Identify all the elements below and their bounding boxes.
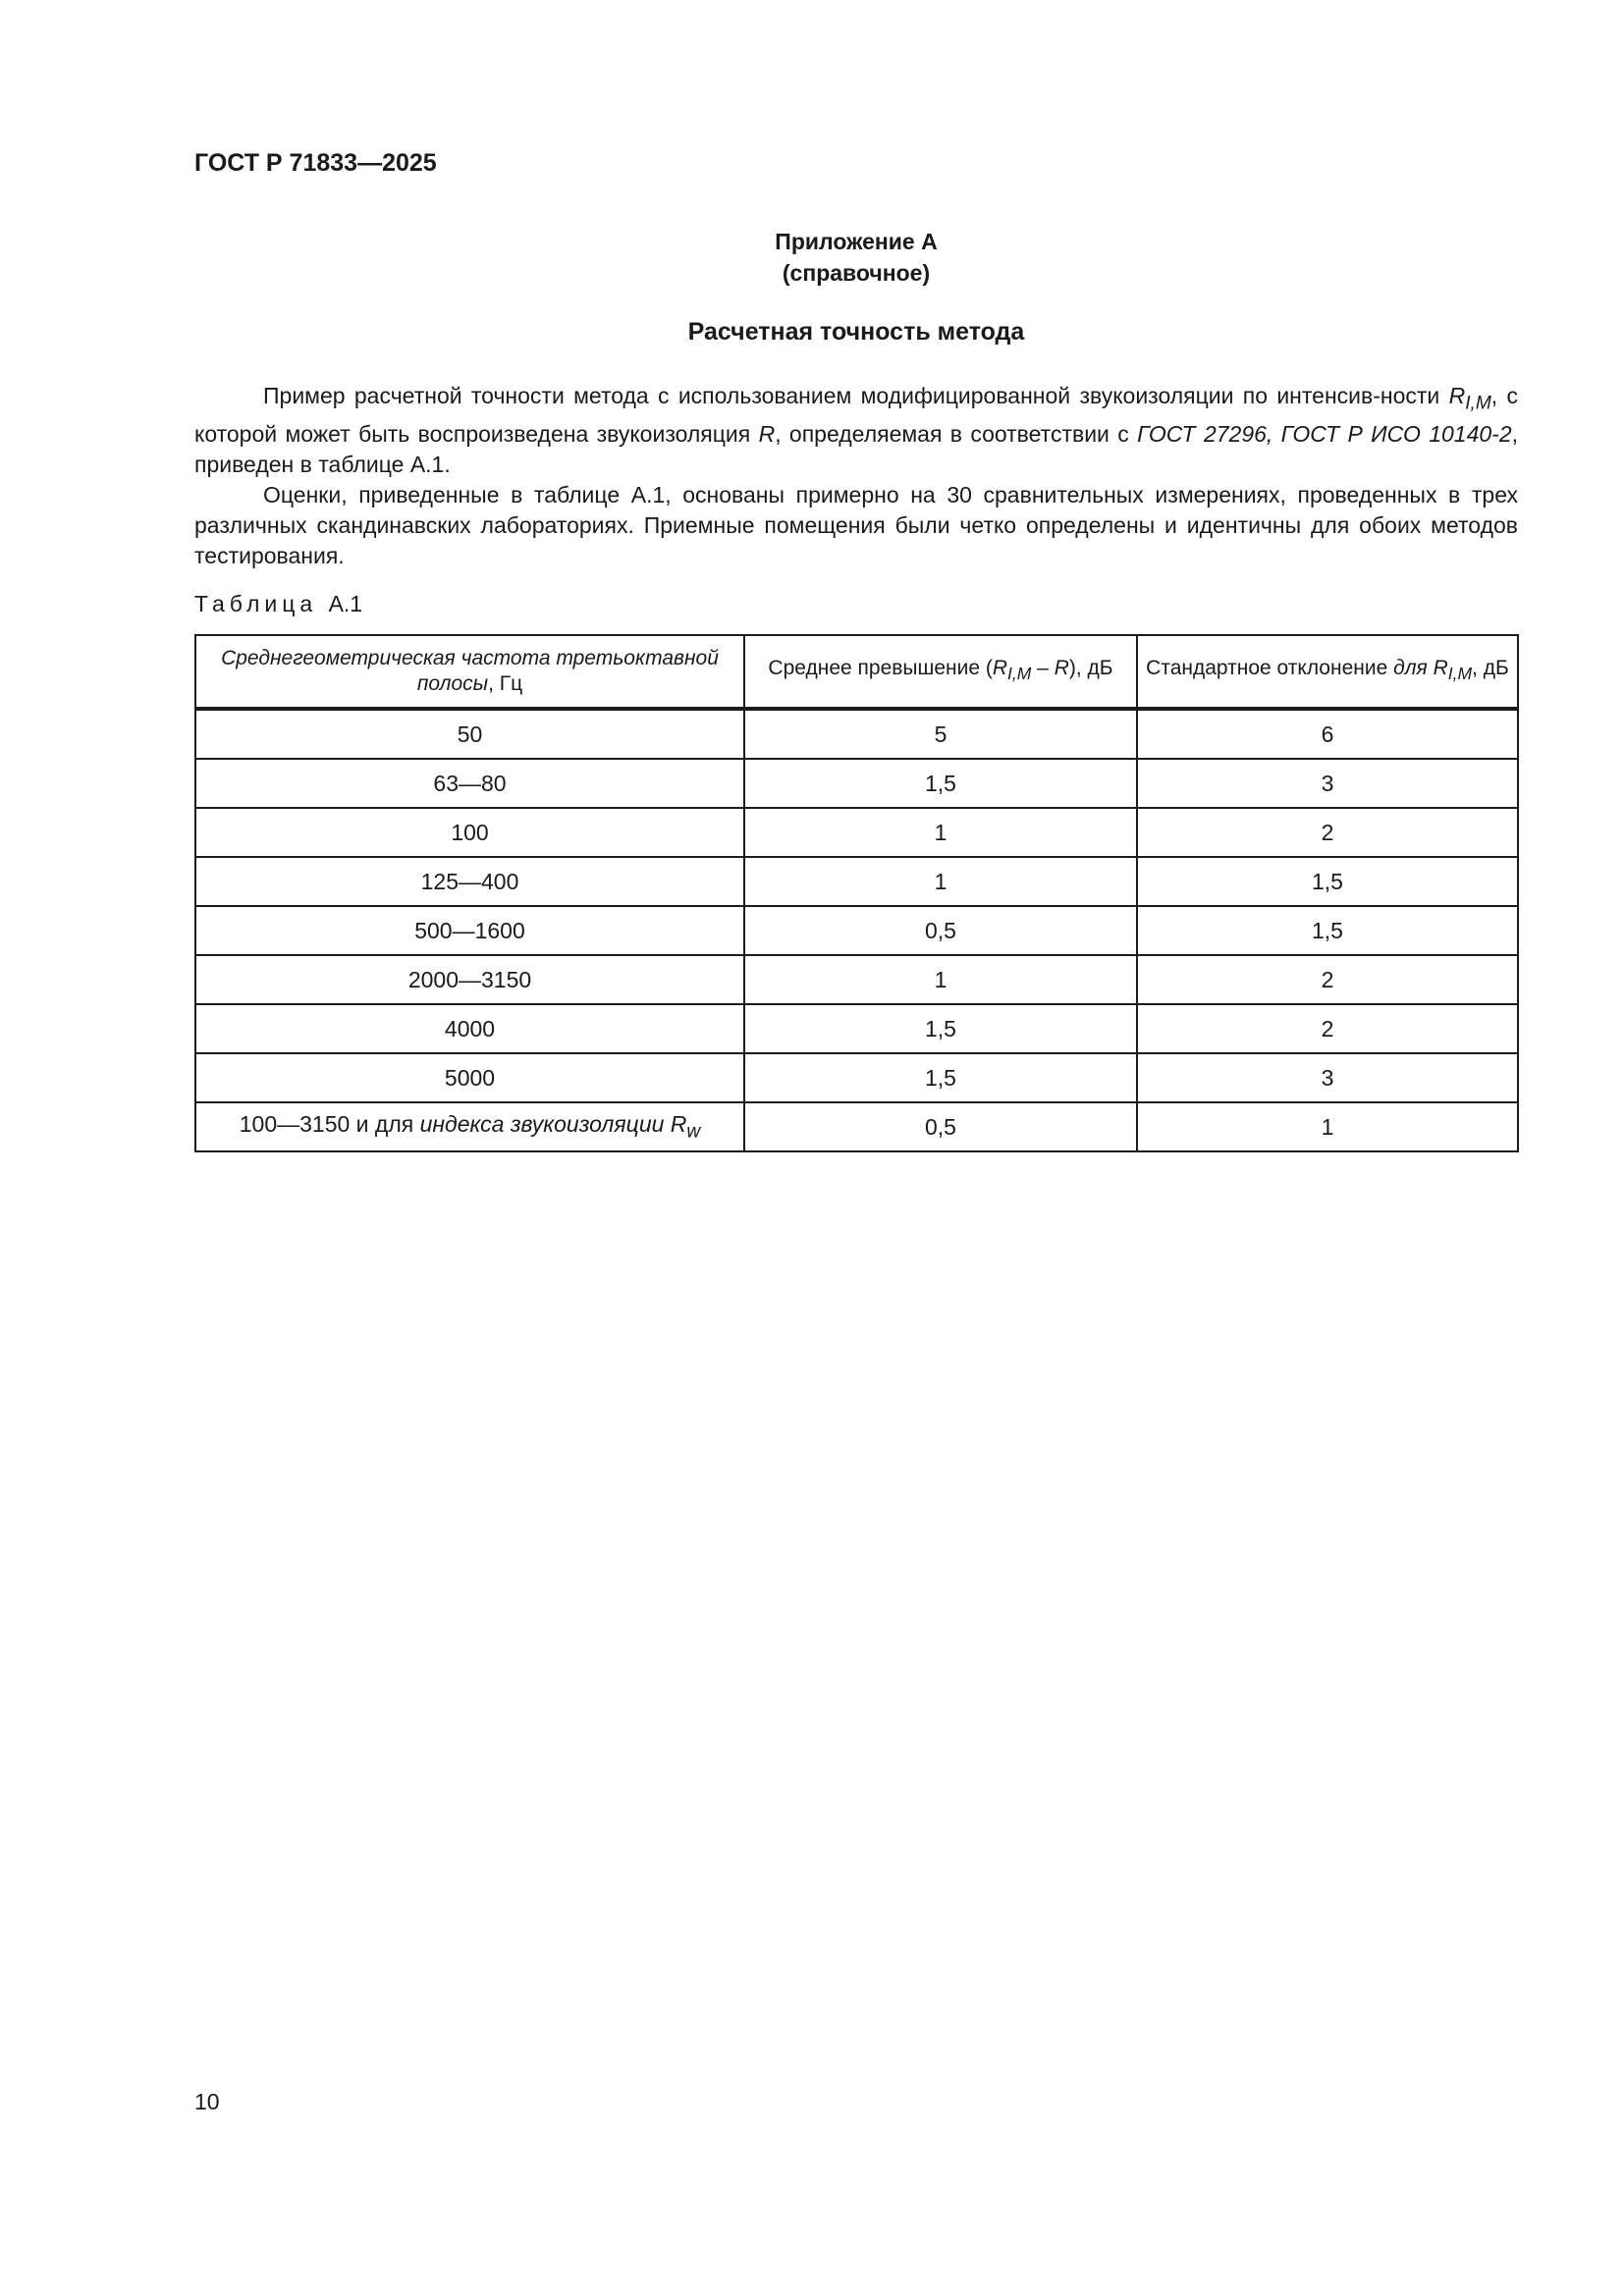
cell-sd: 1,5 [1137, 906, 1518, 955]
table-row [195, 857, 1518, 906]
p1-text-4: , приведен в таблице А.1. [194, 420, 1518, 477]
header-mean-text: Среднее превышение ( [768, 657, 993, 680]
appendix-status: (справочное) [782, 260, 931, 286]
header-std-text: Стандартное отклонение [1146, 657, 1394, 680]
summary-freq-sub: w [686, 1121, 701, 1143]
cell-sd: 3 [1137, 1053, 1518, 1102]
summary-freq-text: 100—3150 и для [239, 1110, 420, 1137]
cell-frequency: 100 [195, 808, 744, 857]
table-caption-word: Таблица [194, 591, 318, 616]
header-frequency-text: Среднегеометрическая частота третьоктавной полосы [221, 647, 719, 695]
body-text [194, 381, 1518, 571]
header-mean-minus: – [1031, 657, 1055, 680]
header-mean-r: R [992, 657, 1008, 680]
table-row [195, 759, 1518, 808]
cell-mean: 1 [744, 808, 1137, 857]
cell-mean: 0,5 [744, 906, 1137, 955]
standard-reference: ГОСТ 27296, ГОСТ Р ИСО 10140-2 [1137, 420, 1512, 447]
cell-mean: 1,5 [744, 759, 1137, 808]
header-std-sub: I,M [1447, 664, 1473, 684]
cell-mean: 0,5 [744, 1102, 1137, 1151]
symbol-r-2: R [758, 420, 776, 447]
table-caption-number: А.1 [328, 591, 363, 616]
table-header-row [195, 635, 1518, 709]
table-row [195, 1004, 1518, 1053]
header-std-ital: для R [1393, 657, 1448, 680]
paragraph-2: Оценки, приведенные в таблице А.1, основаны примерно на 30 сравнительных измерениях, проведенных в трех различных скандинавских лабораториях. Приемные помещения были четко определены и идентичны для обоих методов тестирования. [194, 481, 1518, 568]
header-std-unit: , дБ [1472, 657, 1509, 680]
header-mean-excess [744, 635, 1137, 709]
header-std-deviation [1137, 635, 1518, 709]
section-title: Расчетная точность метода [687, 318, 1025, 346]
cell-sd: 2 [1137, 808, 1518, 857]
table-row-summary [195, 1102, 1518, 1151]
p1-text-2: , с которой может быть воспроизведена звукоизоляция [194, 383, 1518, 447]
cell-frequency: 5000 [195, 1053, 744, 1102]
table-row [195, 808, 1518, 857]
cell-frequency [195, 1102, 744, 1151]
data-table [194, 634, 1519, 1152]
header-mean-unit: ), дБ [1068, 657, 1113, 680]
cell-sd: 2 [1137, 955, 1518, 1004]
cell-sd: 3 [1137, 759, 1518, 808]
cell-frequency: 2000—3150 [195, 955, 744, 1004]
cell-frequency: 50 [195, 709, 744, 759]
cell-sd: 1,5 [1137, 857, 1518, 906]
cell-frequency: 125—400 [195, 857, 744, 906]
header-mean-sub: I,M [1007, 664, 1032, 684]
appendix-heading [194, 226, 1518, 289]
table-row [195, 955, 1518, 1004]
header-frequency-unit: , Гц [488, 672, 523, 695]
cell-mean: 1 [744, 857, 1137, 906]
p1-text-1: Пример расчетной точности метода с использованием модифицированной звукоизоляции по интенсив-ности [263, 383, 1449, 408]
symbol-r-subscript: I,M [1465, 393, 1491, 414]
cell-sd: 1 [1137, 1102, 1518, 1151]
table-caption [194, 591, 362, 617]
cell-mean: 5 [744, 709, 1137, 759]
cell-frequency: 63—80 [195, 759, 744, 808]
table-row [195, 1053, 1518, 1102]
cell-mean: 1 [744, 955, 1137, 1004]
header-frequency [195, 635, 744, 709]
cell-sd: 2 [1137, 1004, 1518, 1053]
page-number: 10 [194, 2089, 220, 2114]
header-mean-r2: R [1054, 657, 1069, 680]
summary-freq-ital: индекса звукоизоляции R [419, 1110, 687, 1137]
paragraph-1 [194, 381, 1518, 480]
cell-mean: 1,5 [744, 1053, 1137, 1102]
cell-sd: 6 [1137, 709, 1518, 759]
appendix-label: Приложение А [775, 229, 938, 254]
cell-mean: 1,5 [744, 1004, 1137, 1053]
table-row [195, 906, 1518, 955]
table-row [195, 709, 1518, 759]
cell-frequency: 4000 [195, 1004, 744, 1053]
symbol-r: R [1448, 383, 1466, 408]
cell-frequency: 500—1600 [195, 906, 744, 955]
p1-text-3: , определяемая в соответствии с [775, 420, 1138, 447]
document-code: ГОСТ Р 71833—2025 [194, 149, 437, 177]
